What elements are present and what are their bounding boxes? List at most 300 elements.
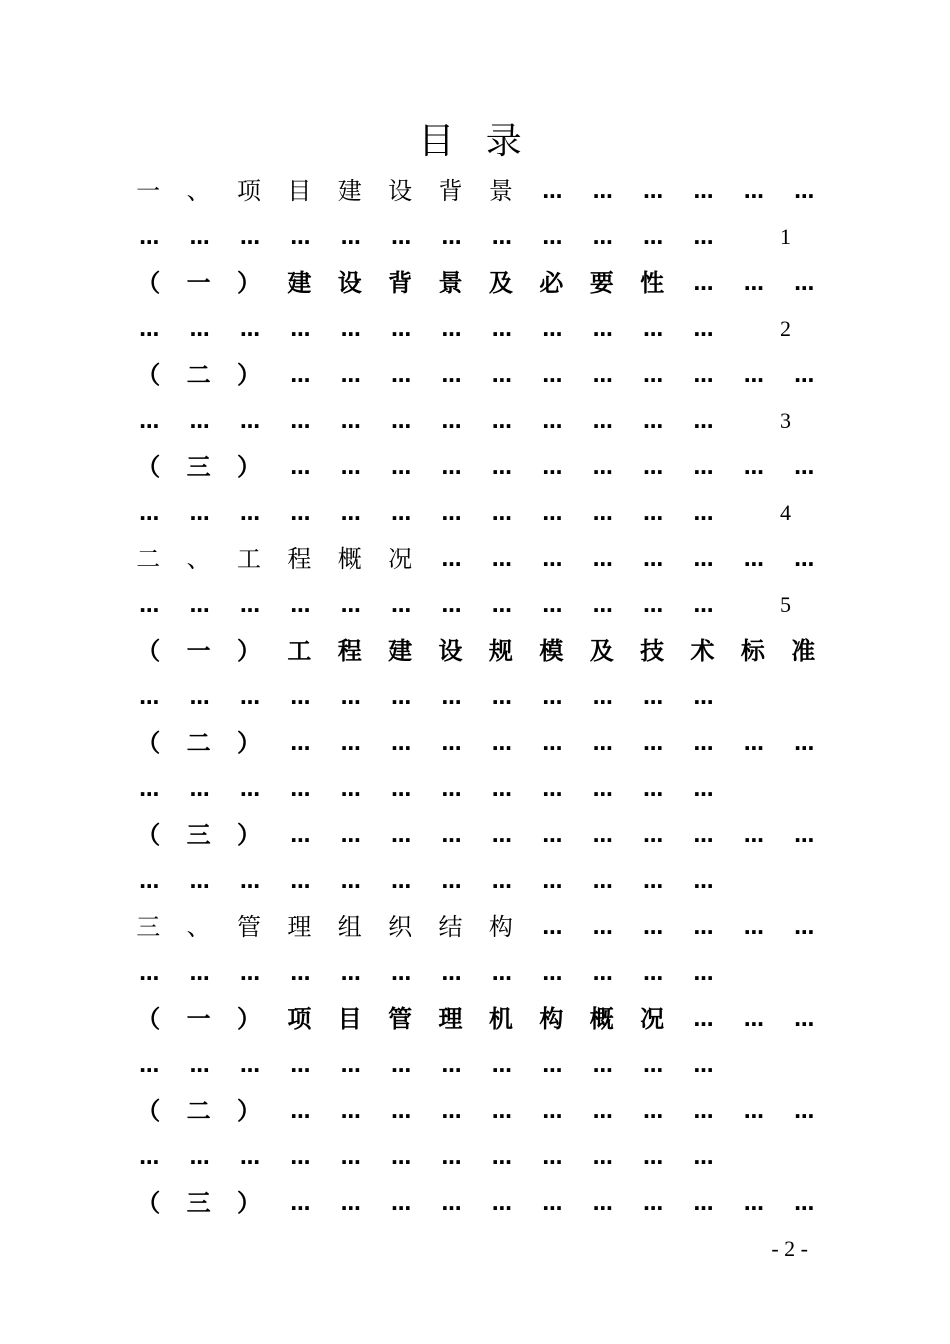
toc-entry-label-char: 准 — [791, 636, 816, 665]
toc-leader: … — [340, 823, 359, 847]
toc-entry-label-char: 组 — [337, 913, 362, 941]
toc-leader: … — [391, 593, 410, 617]
toc-leader: … — [592, 455, 611, 479]
toc-leader: … — [441, 455, 460, 479]
toc-leader: … — [290, 1145, 309, 1169]
toc-entry[interactable] — [123, 996, 813, 1042]
toc-leader: … — [542, 363, 561, 387]
toc-leader: … — [441, 593, 460, 617]
toc-leader: … — [592, 317, 611, 341]
toc-entry-continuation — [123, 858, 809, 904]
toc-leader: … — [139, 409, 158, 433]
toc-entry-label-char: ） — [236, 1188, 261, 1217]
toc-leader: … — [239, 869, 258, 893]
toc-leader: … — [693, 1053, 712, 1077]
toc-leader: … — [491, 225, 510, 249]
toc-leader: … — [391, 363, 410, 387]
toc-leader: … — [643, 501, 662, 525]
toc-leader: … — [592, 593, 611, 617]
toc-leader: … — [441, 501, 460, 525]
toc-entry-label-char: 理 — [438, 1004, 463, 1033]
toc-entry-label-char: 二 — [136, 545, 161, 573]
toc-leader: … — [693, 1145, 712, 1169]
toc-leader: … — [542, 501, 561, 525]
toc-leader: … — [391, 823, 410, 847]
toc-leader: … — [592, 501, 611, 525]
toc-leader: … — [794, 271, 813, 295]
toc-entry-label-char: ） — [236, 1096, 261, 1125]
toc-entry-label-char: 况 — [388, 545, 413, 573]
toc-leader: … — [643, 409, 662, 433]
toc-leader: … — [592, 915, 611, 939]
toc-entry-label-char: 二 — [186, 728, 211, 757]
toc-entry[interactable] — [123, 904, 813, 950]
toc-leader: … — [290, 225, 309, 249]
toc-leader: … — [643, 1191, 662, 1215]
toc-leader: … — [743, 1007, 762, 1031]
toc-leader: … — [743, 823, 762, 847]
toc-leader: … — [290, 1191, 309, 1215]
toc-leader: … — [491, 455, 510, 479]
toc-leader: … — [592, 777, 611, 801]
toc-leader: … — [189, 409, 208, 433]
toc-entry[interactable] — [123, 168, 813, 214]
toc-entry-label-char: 工 — [236, 545, 261, 573]
toc-entry-label-char: 建 — [337, 177, 362, 205]
toc-leader: … — [139, 593, 158, 617]
toc-entry-label-char: 项 — [236, 177, 261, 205]
toc-leader: … — [441, 1099, 460, 1123]
toc-leader: … — [743, 547, 762, 571]
toc-entry-continuation — [123, 1042, 809, 1088]
toc-leader: … — [290, 1053, 309, 1077]
toc-entry-label-char: 程 — [287, 545, 312, 573]
toc-entry-label-char: 目 — [287, 177, 312, 205]
toc-entry-label-char: 性 — [640, 268, 665, 297]
toc-entry-label-char: 工 — [287, 636, 312, 665]
toc-leader: … — [340, 1145, 359, 1169]
toc-leader: … — [491, 317, 510, 341]
toc-leader: … — [491, 869, 510, 893]
toc-leader: … — [491, 1145, 510, 1169]
toc-leader: … — [643, 455, 662, 479]
toc-leader: … — [542, 869, 561, 893]
toc-leader: … — [391, 1191, 410, 1215]
toc-leader: … — [441, 225, 460, 249]
toc-leader: … — [743, 179, 762, 203]
toc-leader: … — [189, 685, 208, 709]
toc-leader: … — [743, 271, 762, 295]
toc-leader: … — [340, 1099, 359, 1123]
toc-leader: … — [643, 1145, 662, 1169]
toc-entry[interactable] — [123, 260, 813, 306]
toc-leader: … — [693, 547, 712, 571]
toc-leader: … — [542, 915, 561, 939]
toc-leader: … — [290, 823, 309, 847]
toc-leader: … — [491, 823, 510, 847]
toc-leader: … — [693, 1191, 712, 1215]
toc-leader: … — [592, 1145, 611, 1169]
toc-leader: … — [693, 409, 712, 433]
toc-leader: … — [491, 961, 510, 985]
toc-entry-label-char: 技 — [640, 636, 665, 665]
toc-leader: … — [542, 1053, 561, 1077]
toc-entry-label-char: （ — [136, 268, 161, 297]
toc-leader: … — [542, 317, 561, 341]
toc-leader: … — [340, 1191, 359, 1215]
toc-leader: … — [139, 961, 158, 985]
toc-leader: … — [239, 317, 258, 341]
toc-entry-label-char: 三 — [186, 452, 211, 481]
toc-leader: … — [592, 547, 611, 571]
toc-leader: … — [340, 961, 359, 985]
toc-leader: … — [391, 225, 410, 249]
toc-leader: … — [794, 1191, 813, 1215]
toc-entry-label-char: （ — [136, 636, 161, 665]
toc-leader: … — [340, 1053, 359, 1077]
toc-leader: … — [743, 731, 762, 755]
toc-leader: … — [391, 731, 410, 755]
toc-entry-continuation — [123, 674, 809, 720]
toc-leader: … — [643, 593, 662, 617]
toc-leader: … — [592, 869, 611, 893]
toc-leader: … — [794, 1099, 813, 1123]
toc-entry-label-char: 二 — [186, 360, 211, 389]
toc-entry-label-char: （ — [136, 360, 161, 389]
toc-entry[interactable] — [123, 720, 813, 766]
toc-entry-continuation — [123, 1134, 809, 1180]
toc-leader: … — [542, 547, 561, 571]
toc-leader: … — [441, 409, 460, 433]
toc-leader: … — [441, 777, 460, 801]
toc-leader: … — [491, 409, 510, 433]
toc-leader: … — [391, 961, 410, 985]
toc-entry-label-char: （ — [136, 1188, 161, 1217]
toc-entry-label-char: 一 — [186, 268, 211, 297]
toc-entry-label-char: 构 — [539, 1004, 564, 1033]
toc-entry-label-char: 景 — [488, 177, 513, 205]
toc-page-number: 3 — [780, 408, 791, 433]
toc-entry[interactable] — [123, 812, 813, 858]
toc-page-number: 1 — [780, 224, 791, 249]
toc-leader: … — [139, 225, 158, 249]
toc-leader: … — [441, 1145, 460, 1169]
toc-title: 目 录 — [418, 121, 532, 162]
toc-entry-label-char: 、 — [186, 545, 211, 573]
toc-leader: … — [592, 731, 611, 755]
toc-leader: … — [239, 685, 258, 709]
toc-entry-continuation — [123, 306, 809, 352]
toc-leader: … — [239, 961, 258, 985]
toc-page-number: 2 — [780, 316, 791, 341]
toc-leader: … — [643, 685, 662, 709]
toc-leader: … — [441, 961, 460, 985]
toc-leader: … — [592, 363, 611, 387]
toc-entry-label-char: ） — [236, 636, 261, 665]
toc-leader: … — [643, 823, 662, 847]
toc-leader: … — [743, 1099, 762, 1123]
toc-leader: … — [290, 363, 309, 387]
toc-entry-label-char: ） — [236, 360, 261, 389]
toc-leader: … — [391, 1099, 410, 1123]
toc-leader: … — [693, 869, 712, 893]
toc-leader: … — [643, 777, 662, 801]
toc-entry-label-char: 设 — [438, 636, 463, 665]
toc-leader: … — [290, 317, 309, 341]
toc-entry-label-char: 景 — [438, 268, 463, 297]
toc-leader: … — [542, 823, 561, 847]
toc-entry-label-char: 概 — [589, 1004, 614, 1033]
toc-entry-continuation — [123, 582, 809, 628]
toc-leader: … — [290, 501, 309, 525]
toc-leader: … — [794, 547, 813, 571]
toc-leader: … — [189, 317, 208, 341]
toc-leader: … — [693, 225, 712, 249]
toc-entry-label-char: 况 — [640, 1004, 665, 1033]
toc-entry-label-char: 概 — [337, 545, 362, 573]
toc-leader: … — [340, 317, 359, 341]
toc-leader: … — [542, 1099, 561, 1123]
toc-leader: … — [391, 501, 410, 525]
toc-entry-continuation — [123, 766, 809, 812]
toc-leader: … — [643, 317, 662, 341]
toc-leader: … — [592, 961, 611, 985]
toc-entry-label-char: 及 — [589, 636, 614, 665]
toc-leader: … — [391, 317, 410, 341]
page-number-footer: - 2 - — [771, 1236, 808, 1261]
toc-leader: … — [491, 593, 510, 617]
toc-entry-label-char: （ — [136, 1004, 161, 1033]
toc-leader: … — [794, 363, 813, 387]
toc-leader: … — [441, 731, 460, 755]
toc-leader: … — [643, 915, 662, 939]
toc-leader: … — [693, 1007, 712, 1031]
toc-entry[interactable] — [123, 628, 816, 674]
toc-page-number: 4 — [780, 500, 791, 525]
toc-leader: … — [542, 685, 561, 709]
toc-entry-label-char: 要 — [589, 268, 614, 297]
toc-leader: … — [340, 501, 359, 525]
toc-leader: … — [391, 1053, 410, 1077]
toc-entry-label-char: 术 — [690, 636, 715, 665]
toc-leader: … — [391, 869, 410, 893]
toc-leader: … — [542, 1145, 561, 1169]
toc-leader: … — [391, 409, 410, 433]
toc-leader: … — [491, 777, 510, 801]
toc-leader: … — [139, 1053, 158, 1077]
toc-leader: … — [693, 455, 712, 479]
toc-leader: … — [542, 777, 561, 801]
toc-leader: … — [189, 1053, 208, 1077]
toc-entry-label-char: 一 — [136, 177, 161, 205]
toc-leader: … — [441, 317, 460, 341]
toc-entry-label-char: 目 — [337, 1004, 362, 1033]
toc-leader: … — [340, 363, 359, 387]
toc-leader: … — [643, 363, 662, 387]
toc-leader: … — [239, 225, 258, 249]
toc-leader: … — [693, 317, 712, 341]
toc-entry-label-char: 构 — [488, 913, 513, 941]
toc-entry-label-char: （ — [136, 820, 161, 849]
toc-leader: … — [189, 869, 208, 893]
toc-leader: … — [643, 179, 662, 203]
toc-leader: … — [693, 731, 712, 755]
toc-leader: … — [743, 915, 762, 939]
toc-leader: … — [693, 777, 712, 801]
toc-entry[interactable] — [123, 352, 813, 398]
toc-leader: … — [239, 593, 258, 617]
toc-entry-continuation — [123, 950, 809, 996]
toc-leader: … — [794, 1007, 813, 1031]
toc-entry-label-char: 程 — [337, 636, 362, 665]
toc-leader: … — [693, 823, 712, 847]
toc-leader: … — [290, 455, 309, 479]
toc-leader: … — [693, 363, 712, 387]
toc-leader: … — [340, 685, 359, 709]
toc-entry-label-char: ） — [236, 728, 261, 757]
toc-leader: … — [189, 501, 208, 525]
toc-leader: … — [592, 409, 611, 433]
toc-entry-label-char: 标 — [740, 636, 765, 665]
toc-leader: … — [794, 179, 813, 203]
toc-entry-label-char: 二 — [186, 1096, 211, 1125]
toc-leader: … — [592, 823, 611, 847]
toc-leader: … — [441, 547, 460, 571]
toc-leader: … — [794, 455, 813, 479]
toc-leader: … — [542, 1191, 561, 1215]
toc-leader: … — [491, 1191, 510, 1215]
toc-leader: … — [139, 317, 158, 341]
toc-leader: … — [542, 179, 561, 203]
toc-leader: … — [391, 1145, 410, 1169]
toc-entry-label-char: ） — [236, 452, 261, 481]
toc-entry-continuation — [123, 214, 809, 260]
toc-entry-label-char: 三 — [136, 913, 161, 941]
toc-entry-label-char: 背 — [438, 177, 463, 205]
toc-leader: … — [239, 1145, 258, 1169]
toc-leader: … — [643, 869, 662, 893]
toc-leader: … — [743, 455, 762, 479]
toc-leader: … — [391, 685, 410, 709]
toc-leader: … — [290, 869, 309, 893]
toc-entry-label-char: ） — [236, 820, 261, 849]
toc-entry-continuation — [123, 398, 809, 444]
toc-leader: … — [693, 1099, 712, 1123]
toc-leader: … — [441, 1053, 460, 1077]
toc-entry-label-char: 织 — [388, 913, 413, 941]
toc-entry[interactable] — [123, 444, 813, 490]
toc-leader: … — [139, 777, 158, 801]
toc-leader: … — [139, 501, 158, 525]
toc-leader: … — [693, 593, 712, 617]
toc-entry-label-char: 理 — [287, 913, 312, 941]
toc-entry-label-char: 管 — [388, 1004, 413, 1033]
toc-leader: … — [794, 823, 813, 847]
toc-entry-label-char: 管 — [236, 913, 261, 941]
toc-entry[interactable] — [123, 1180, 813, 1226]
toc-leader: … — [491, 1099, 510, 1123]
toc-leader: … — [693, 685, 712, 709]
toc-entry-label-char: 模 — [539, 636, 564, 665]
toc-leader: … — [239, 1053, 258, 1077]
toc-entry-label-char: 设 — [388, 177, 413, 205]
toc-leader: … — [693, 501, 712, 525]
toc-leader: … — [290, 409, 309, 433]
toc-leader: … — [592, 1099, 611, 1123]
toc-entry-label-char: 一 — [186, 636, 211, 665]
toc-entry-continuation — [123, 490, 809, 536]
toc-leader: … — [189, 777, 208, 801]
toc-page-number: 5 — [780, 592, 791, 617]
toc-leader: … — [794, 731, 813, 755]
toc-leader: … — [189, 961, 208, 985]
toc-leader: … — [340, 593, 359, 617]
toc-leader: … — [643, 731, 662, 755]
toc-leader: … — [239, 409, 258, 433]
toc-entry-label-char: 设 — [337, 268, 362, 297]
toc-entry-label-char: 建 — [388, 636, 413, 665]
toc-leader: … — [693, 961, 712, 985]
toc-leader: … — [592, 685, 611, 709]
toc-entry-label-char: （ — [136, 452, 161, 481]
table-of-contents — [123, 168, 816, 1226]
toc-leader: … — [340, 409, 359, 433]
toc-leader: … — [189, 1145, 208, 1169]
toc-entry-label-char: 项 — [287, 1004, 312, 1033]
toc-leader: … — [743, 1191, 762, 1215]
toc-leader: … — [542, 731, 561, 755]
toc-leader: … — [441, 823, 460, 847]
toc-leader: … — [290, 961, 309, 985]
toc-entry-label-char: 、 — [186, 177, 211, 205]
toc-leader: … — [391, 777, 410, 801]
toc-entry-label-char: （ — [136, 728, 161, 757]
toc-leader: … — [743, 363, 762, 387]
toc-leader: … — [290, 593, 309, 617]
toc-leader: … — [542, 225, 561, 249]
toc-leader: … — [189, 225, 208, 249]
toc-leader: … — [290, 685, 309, 709]
toc-leader: … — [441, 363, 460, 387]
toc-leader: … — [340, 731, 359, 755]
toc-entry[interactable] — [123, 1088, 813, 1134]
toc-entry-label-char: 必 — [539, 268, 564, 297]
toc-entry[interactable] — [123, 536, 813, 582]
toc-leader: … — [340, 869, 359, 893]
toc-leader: … — [139, 685, 158, 709]
toc-leader: … — [491, 1053, 510, 1077]
toc-leader: … — [491, 501, 510, 525]
toc-entry-label-char: ） — [236, 268, 261, 297]
toc-leader: … — [643, 1053, 662, 1077]
toc-entry-label-char: 三 — [186, 820, 211, 849]
toc-leader: … — [290, 731, 309, 755]
toc-leader: … — [290, 1099, 309, 1123]
toc-leader: … — [139, 869, 158, 893]
toc-leader: … — [542, 409, 561, 433]
toc-entry-label-char: 背 — [388, 268, 413, 297]
toc-leader: … — [491, 731, 510, 755]
toc-entry-label-char: （ — [136, 1096, 161, 1125]
toc-leader: … — [794, 915, 813, 939]
toc-leader: … — [340, 225, 359, 249]
toc-leader: … — [542, 961, 561, 985]
toc-leader: … — [441, 1191, 460, 1215]
toc-leader: … — [441, 869, 460, 893]
toc-entry-label-char: 建 — [287, 268, 312, 297]
toc-entry-label-char: 规 — [488, 636, 513, 665]
toc-leader: … — [189, 593, 208, 617]
